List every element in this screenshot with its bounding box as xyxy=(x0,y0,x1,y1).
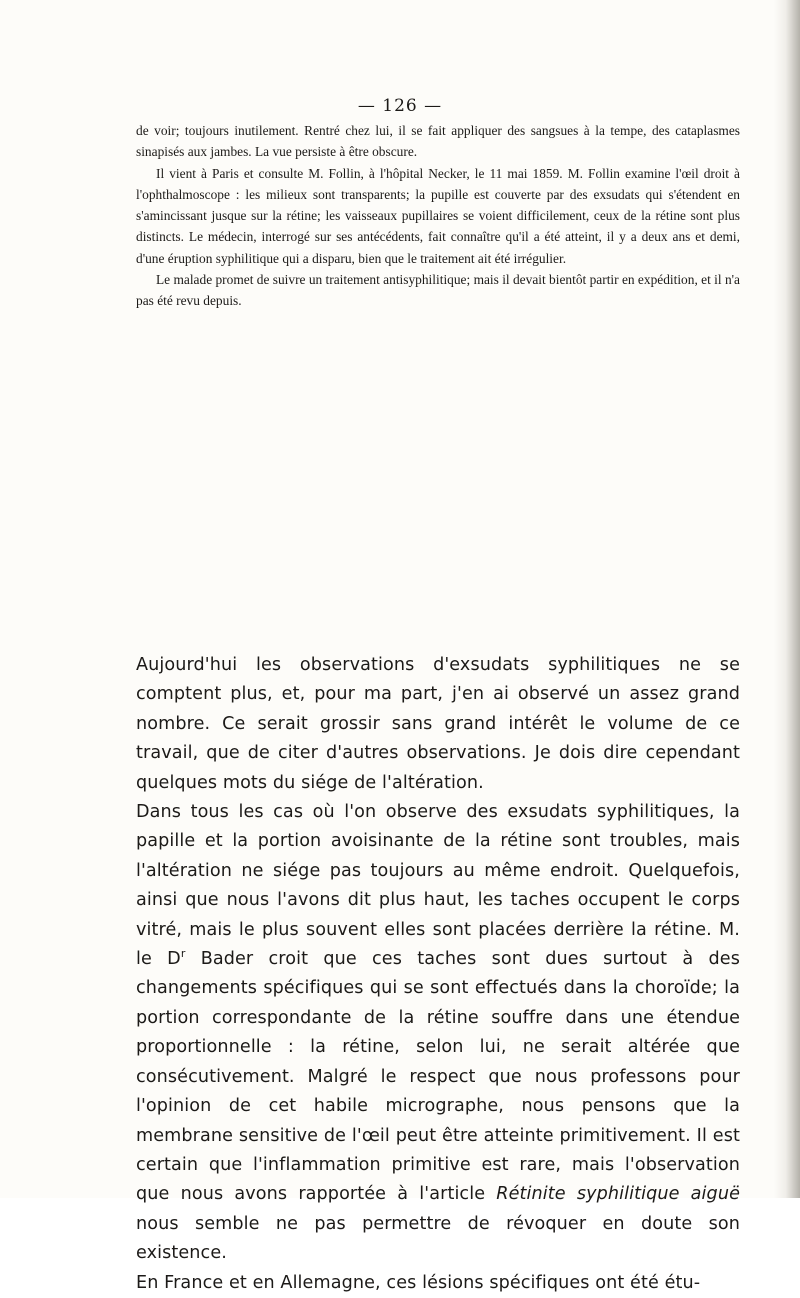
paragraph-text: Bader croit que ces taches sont dues surtout à des changements spécifiques qui se sont effectués dans la choroïde; la portion correspondante de la rétine souffre dans une étendue proportionnelle : la rétine, selon lui, ne serait altérée que consécutivement. Malgré le respect que nous professons pour l'opinion de cet habile micrographe, nous pensons que la membrane sensitive de l'œil peut être atteinte primitivement. Il est certain que l'inflammation primitive est rare, mais l'observation que nous avons rapportée à l'article xyxy=(136,949,740,1205)
page-number: — 126 — xyxy=(357,96,443,116)
article-title-reference: Rétinite syphilitique aiguë xyxy=(496,1184,740,1205)
small-paragraph: Le malade promet de suivre un traitement antisyphilitique; mais il devait bientôt partir en expédition, et il n'a pas été revu depuis. xyxy=(136,272,740,309)
case-observation-text xyxy=(136,120,740,312)
small-paragraph: de voir; toujours inutilement. Rentré chez lui, il se fait appliquer des sangsues à la tempe, des cataplasmes sinapisés aux jambes. La vue persiste à être obscure. xyxy=(136,123,740,160)
page-edge-shadow xyxy=(774,0,800,1198)
paragraph-text: Dans tous les cas où l'on observe des exsudats syphilitiques, la papille et la portion avoisinante de la rétine sont troubles, mais l'altération ne siége pas toujours au même endroit. Quelquefois, ainsi que nous l'avons dit plus haut, les taches occupent le corps vitré, mais le plus souvent elles sont placées derrière la rétine. M. le D xyxy=(136,802,740,970)
large-paragraph: En France et en Allemagne, ces lésions spécifiques ont été étu- xyxy=(136,1272,701,1293)
main-discussion-text xyxy=(136,651,740,1298)
large-paragraph: Aujourd'hui les observations d'exsudats syphilitiques ne se comptent plus, et, pour ma part, j'en ai observé un assez grand nombre. Ce serait grossir sans grand intérêt le volume de ce travail, que de citer d'autres observations. Je dois dire cependant quelques mots du siége de l'altération. xyxy=(136,655,740,793)
small-paragraph: Il vient à Paris et consulte M. Follin, à l'hôpital Necker, le 11 mai 1859. M. Follin examine l'œil droit à l'ophthalmoscope : les milieux sont transparents; la pupille est couverte par des exsudats qui s'étendent en s'amincissant jusque sur la rétine; les vaisseaux pupillaires se voient difficilement, ceux de la rétine sont plus distincts. Le médecin, interrogé sur ses antécédents, fait connaître qu'il a été atteint, il y a deux ans et demi, d'une éruption syphilitique qui a disparu, bien que le traitement ait été irrégulier. xyxy=(136,165,740,266)
paragraph-text: nous semble ne pas permettre de révoquer en doute son existence. xyxy=(136,1213,740,1264)
superscript: r xyxy=(180,947,186,961)
